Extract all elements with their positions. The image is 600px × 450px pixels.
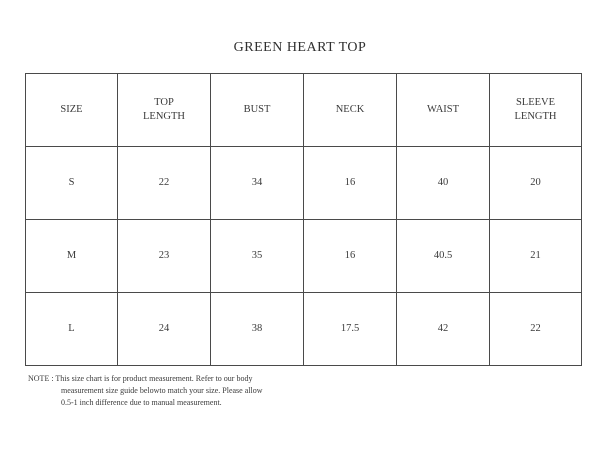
column-header-line: LENGTH (514, 111, 557, 122)
column-header-bust (211, 74, 304, 147)
table-cell: 16 (304, 147, 397, 220)
column-header-line: WAIST (426, 104, 460, 115)
table-cell-size: S (26, 147, 118, 220)
table-cell: 16 (304, 220, 397, 293)
table-cell: 38 (211, 293, 304, 366)
table-cell: 35 (211, 220, 304, 293)
column-header-neck (304, 74, 397, 147)
table-cell: 22 (490, 293, 582, 366)
table-cell: 40 (397, 147, 490, 220)
column-header-line: NECK (335, 104, 365, 115)
table-cell: 23 (118, 220, 211, 293)
table-header-row (26, 74, 582, 147)
column-header-sleeve-length (490, 74, 582, 147)
note-line: measurement size guide belowto match your size. Please allow (61, 386, 263, 395)
column-header-top-length (118, 74, 211, 147)
column-header-line: LENGTH (143, 111, 185, 122)
column-header-line: TOP (154, 97, 174, 108)
table-cell-size: L (26, 293, 118, 366)
table-row (26, 293, 582, 366)
table-cell: 17.5 (304, 293, 397, 366)
column-header-line: SIZE (60, 104, 83, 115)
measurement-note (28, 373, 263, 409)
table-cell: 40.5 (397, 220, 490, 293)
page-title: GREEN HEART TOP (233, 40, 367, 55)
note-line: NOTE : This size chart is for product measurement. Refer to our body (28, 374, 253, 383)
column-header-line: SLEEVE (515, 97, 556, 108)
note-line: 0.5-1 inch difference due to manual measurement. (61, 398, 222, 407)
table-row (26, 220, 582, 293)
column-header-size (26, 74, 118, 147)
size-chart-table (25, 73, 582, 366)
table-cell: 24 (118, 293, 211, 366)
table-cell-size: M (26, 220, 118, 293)
column-header-line: BUST (243, 104, 271, 115)
column-header-waist (397, 74, 490, 147)
table-row (26, 147, 582, 220)
table-cell: 34 (211, 147, 304, 220)
table-cell: 22 (118, 147, 211, 220)
table-cell: 21 (490, 220, 582, 293)
table-cell: 42 (397, 293, 490, 366)
table-cell: 20 (490, 147, 582, 220)
